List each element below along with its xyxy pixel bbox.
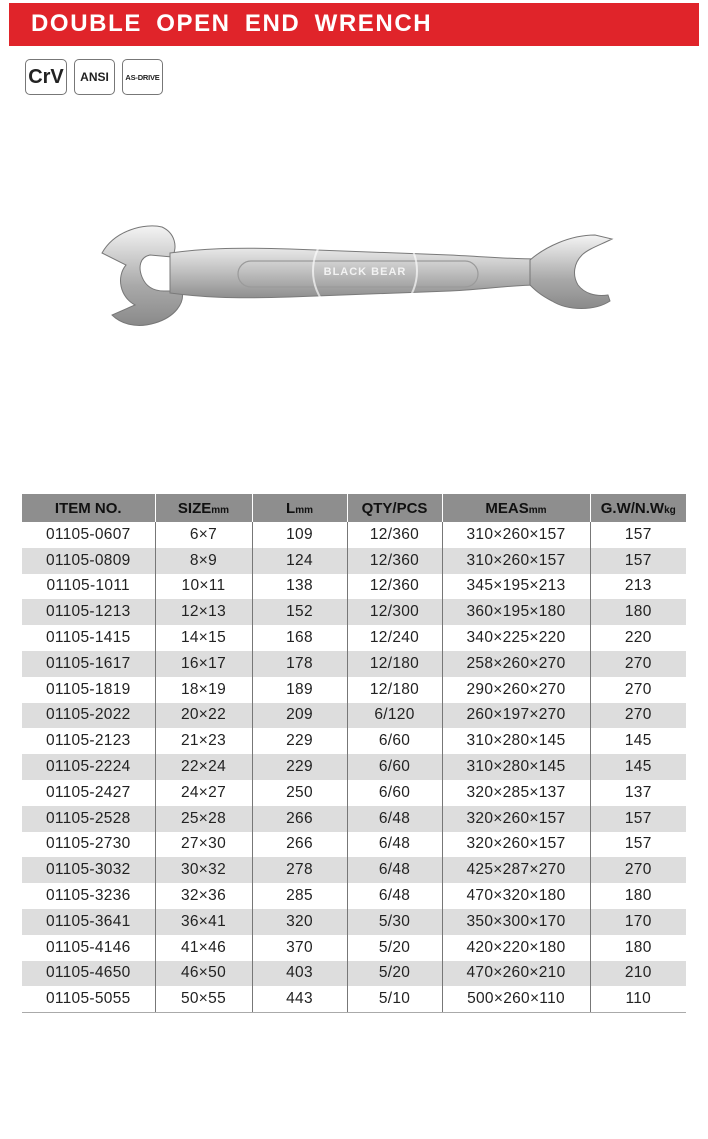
cell-size: 21×23: [155, 728, 252, 754]
watermark-text: BLACK BEAR: [323, 266, 407, 278]
cell-qty: 6/48: [347, 857, 442, 883]
cell-meas: 310×280×145: [442, 728, 590, 754]
cell-size: 20×22: [155, 703, 252, 729]
cell-item-no: 01105-1415: [22, 625, 155, 651]
cell-qty: 6/60: [347, 728, 442, 754]
cell-item-no: 01105-1213: [22, 599, 155, 625]
cell-length: 250: [252, 780, 347, 806]
page-title: DOUBLE OPEN END WRENCH: [31, 10, 433, 37]
wrench-right-head: [530, 235, 612, 309]
cell-item-no: 01105-2123: [22, 728, 155, 754]
spec-table: [22, 494, 686, 1013]
cell-qty: 6/48: [347, 806, 442, 832]
cell-item-no: 01105-3641: [22, 909, 155, 935]
cell-size: 12×13: [155, 599, 252, 625]
cell-item-no: 01105-1819: [22, 677, 155, 703]
cell-size: 30×32: [155, 857, 252, 883]
cell-size: 36×41: [155, 909, 252, 935]
cell-item-no: 01105-3032: [22, 857, 155, 883]
cell-item-no: 01105-2528: [22, 806, 155, 832]
cell-size: 6×7: [155, 522, 252, 548]
cell-qty: 12/300: [347, 599, 442, 625]
cell-size: 14×15: [155, 625, 252, 651]
cell-weight: 157: [624, 525, 652, 543]
cell-qty: 5/20: [347, 961, 442, 987]
table-header-row: [22, 494, 686, 522]
cell-meas: 258×260×270: [442, 651, 590, 677]
cell-meas: 345×195×213: [442, 574, 590, 600]
cell-size: 18×19: [155, 677, 252, 703]
as-drive-badge: AS-DRIVE: [122, 59, 163, 95]
table-row: [22, 677, 686, 703]
cell-meas: 340×225×220: [442, 625, 590, 651]
table-row: [22, 651, 686, 677]
cell-size: 27×30: [155, 832, 252, 858]
cell-qty: 5/20: [347, 935, 442, 961]
cell-item-no: 01105-5055: [22, 986, 155, 1012]
cell-size: 10×11: [155, 574, 252, 600]
cell-qty: 12/180: [347, 651, 442, 677]
cell-length: 229: [252, 754, 347, 780]
table-row: [22, 728, 686, 754]
cell-qty: 6/60: [347, 754, 442, 780]
table-row: [22, 857, 686, 883]
cell-weight: 157: [624, 835, 652, 853]
cell-meas: 420×220×180: [442, 935, 590, 961]
cell-qty: 6/48: [347, 832, 442, 858]
cell-weight: 270: [590, 703, 686, 729]
cell-meas: 260×197×270: [442, 703, 590, 729]
cell-weight: 180: [624, 938, 652, 956]
cell-qty: 12/360: [347, 548, 442, 574]
wrench-image: [90, 205, 620, 335]
title-bar: [9, 3, 699, 46]
cell-meas: 425×287×270: [442, 857, 590, 883]
table-row: [22, 625, 686, 651]
cell-size: 8×9: [155, 548, 252, 574]
cell-length: 320: [252, 909, 347, 935]
cell-qty: 5/30: [347, 909, 442, 935]
cell-meas: 360×195×180: [442, 599, 590, 625]
table-row: [22, 599, 686, 625]
cell-weight: 145: [624, 732, 652, 750]
cell-item-no: 01105-2730: [22, 832, 155, 858]
cell-length: 209: [252, 703, 347, 729]
cell-weight: 170: [590, 909, 686, 935]
cell-item-no: 01105-1617: [22, 651, 155, 677]
cell-meas: 500×260×110: [442, 986, 590, 1012]
cell-weight: 157: [590, 548, 686, 574]
cell-weight: 110: [590, 986, 686, 1012]
cell-meas: 320×285×137: [442, 780, 590, 806]
cell-length: 152: [252, 599, 347, 625]
table-row: [22, 780, 686, 806]
col-header-meas: MEASmm: [442, 494, 590, 522]
col-header-qty: QTY/PCS: [347, 494, 442, 522]
cell-item-no: 01105-2022: [22, 703, 155, 729]
cell-meas: 290×260×270: [442, 677, 590, 703]
cell-size: 50×55: [155, 986, 252, 1012]
cell-qty: 6/48: [347, 883, 442, 909]
cell-meas: 320×260×157: [442, 832, 590, 858]
table-row: [22, 703, 686, 729]
cell-meas: 320×260×157: [442, 806, 590, 832]
cell-length: 138: [252, 574, 347, 600]
cell-size: 16×17: [155, 651, 252, 677]
cell-length: 229: [252, 728, 347, 754]
cell-weight: 220: [624, 629, 652, 647]
cell-length: 178: [252, 651, 347, 677]
cell-qty: 6/60: [347, 780, 442, 806]
cell-length: 189: [252, 677, 347, 703]
table-row: [22, 909, 686, 935]
col-header-length: Lmm: [252, 494, 347, 522]
cell-size: 24×27: [155, 780, 252, 806]
ansi-badge: ANSI: [74, 59, 115, 95]
cell-meas: 470×320×180: [442, 883, 590, 909]
cell-meas: 310×260×157: [442, 548, 590, 574]
cell-size: 41×46: [155, 935, 252, 961]
cell-qty: 12/360: [347, 574, 442, 600]
cell-item-no: 01105-2224: [22, 754, 155, 780]
cell-meas: 470×260×210: [442, 961, 590, 987]
table-row: [22, 935, 686, 961]
cell-length: 278: [252, 857, 347, 883]
cell-item-no: 01105-4650: [22, 961, 155, 987]
cell-qty: 12/360: [347, 522, 442, 548]
cell-weight: 180: [624, 887, 652, 905]
cell-weight: 210: [590, 961, 686, 987]
col-header-size: SIZEmm: [155, 494, 252, 522]
cell-item-no: 01105-1011: [22, 574, 155, 600]
table-row: [22, 522, 686, 548]
crv-badge: CrV: [25, 59, 67, 95]
cell-length: 403: [252, 961, 347, 987]
cell-size: 46×50: [155, 961, 252, 987]
table-row: [22, 961, 686, 987]
cell-item-no: 01105-2427: [22, 780, 155, 806]
cell-length: 109: [252, 522, 347, 548]
cell-size: 25×28: [155, 806, 252, 832]
cell-item-no: 01105-3236: [22, 883, 155, 909]
cell-length: 124: [252, 548, 347, 574]
cell-size: 22×24: [155, 754, 252, 780]
col-header-weight: G.W/N.Wkg: [590, 494, 686, 522]
cell-weight: 157: [590, 806, 686, 832]
cell-length: 266: [252, 806, 347, 832]
table-row: [22, 754, 686, 780]
cell-weight: 270: [590, 857, 686, 883]
cell-length: 168: [252, 625, 347, 651]
cell-weight: 137: [624, 783, 652, 801]
table-row: [22, 832, 686, 858]
cell-length: 443: [252, 986, 347, 1012]
table-row: [22, 548, 686, 574]
table-row: [22, 986, 686, 1012]
cell-weight: 213: [624, 577, 652, 595]
cell-weight: 180: [590, 599, 686, 625]
table-row: [22, 806, 686, 832]
cell-length: 370: [252, 935, 347, 961]
cell-qty: 12/240: [347, 625, 442, 651]
cell-length: 285: [252, 883, 347, 909]
cell-meas: 310×280×145: [442, 754, 590, 780]
cell-item-no: 01105-0607: [22, 522, 155, 548]
cell-qty: 5/10: [347, 986, 442, 1012]
cell-qty: 12/180: [347, 677, 442, 703]
cell-weight: 145: [590, 754, 686, 780]
cell-size: 32×36: [155, 883, 252, 909]
table-row: [22, 883, 686, 909]
cell-item-no: 01105-4146: [22, 935, 155, 961]
cell-weight: 270: [590, 651, 686, 677]
col-header-item-no: ITEM NO.: [22, 494, 155, 522]
cell-item-no: 01105-0809: [22, 548, 155, 574]
cell-qty: 6/120: [347, 703, 442, 729]
cell-meas: 350×300×170: [442, 909, 590, 935]
cell-weight: 270: [624, 680, 652, 698]
cell-length: 266: [252, 832, 347, 858]
cell-meas: 310×260×157: [442, 522, 590, 548]
table-row: [22, 574, 686, 600]
